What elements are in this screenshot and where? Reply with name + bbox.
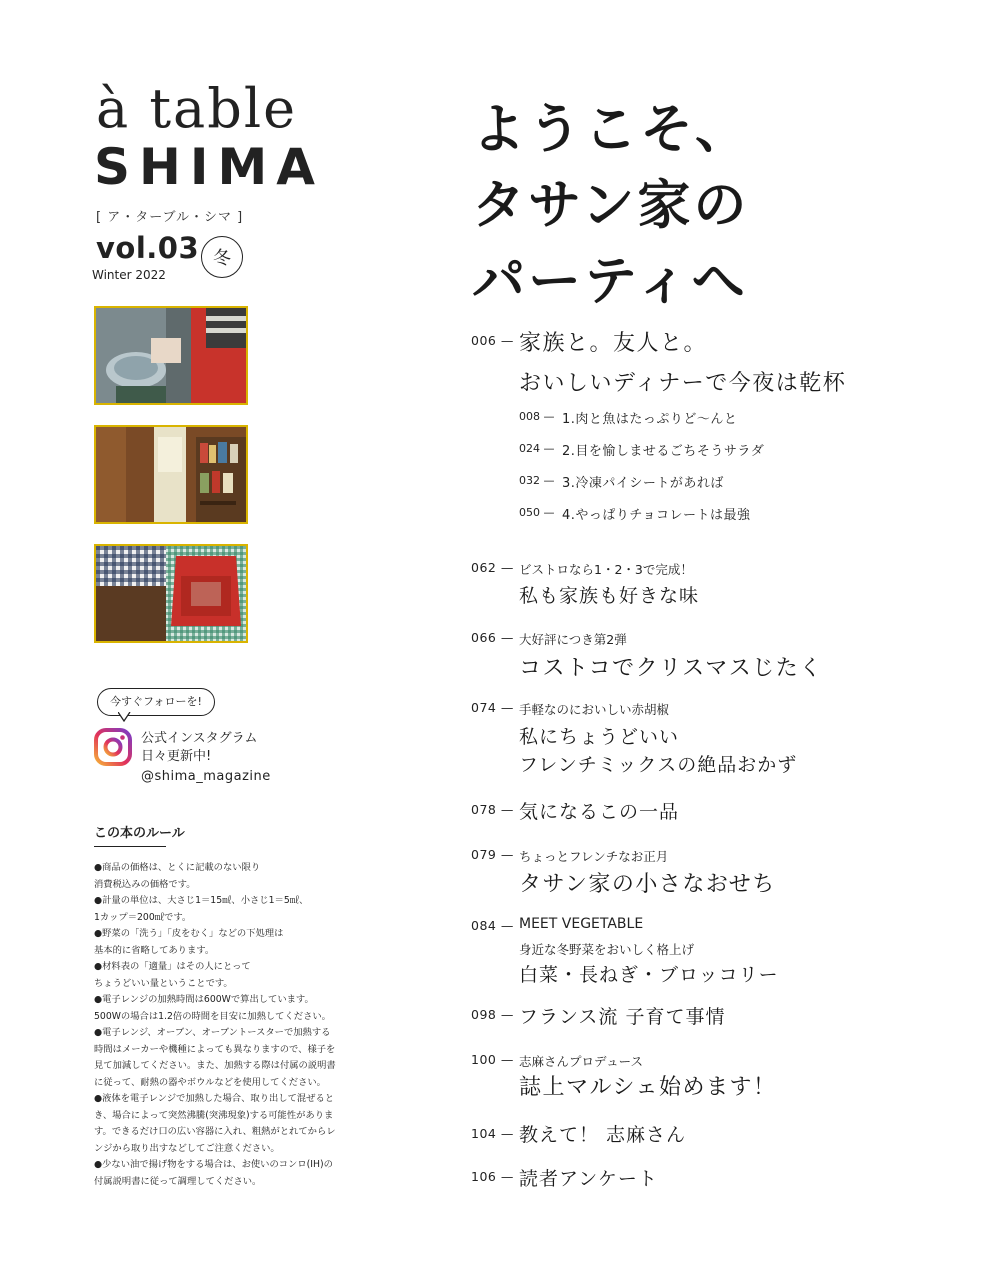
toc-sub-item[interactable]: 4.やっぱりチョコレートは最強 bbox=[562, 508, 751, 523]
rules-line: 500Wの場合は1.2倍の時間を目安に加熱してください。 bbox=[94, 1010, 331, 1022]
season-badge-text: 冬 bbox=[213, 248, 231, 269]
toc-title[interactable]: コストコでクリスマスじたく bbox=[519, 656, 823, 681]
rules-line: 付属説明書に従って調理してください。 bbox=[94, 1175, 262, 1187]
toc-title[interactable]: 白菜・長ねぎ・ブロッコリー bbox=[519, 964, 779, 986]
toc-title[interactable]: 読者アンケート bbox=[519, 1168, 658, 1190]
rules-line: ●少ない油で揚げ物をする場合は、お使いのコンロ(IH)の bbox=[94, 1159, 333, 1170]
toc-sub-item[interactable]: 1.肉と魚はたっぷりど〜んと bbox=[562, 412, 738, 427]
rules-line: 基本的に省略してあります。 bbox=[94, 944, 215, 956]
instagram-line2: 日々更新中! bbox=[141, 749, 212, 764]
rules-line: す。できるだけ口の広い容器に入れ、粗熱がとれてからレ bbox=[94, 1126, 336, 1137]
toc-title[interactable]: 気になるこの一品 bbox=[519, 801, 680, 823]
volume-number: vol.03 bbox=[96, 231, 200, 265]
toc-title[interactable]: おいしいディナーで今夜は乾杯 bbox=[519, 371, 847, 396]
season-label: Winter 2022 bbox=[92, 268, 166, 282]
rules-line: ●材料表の「適量」はその人にとって bbox=[94, 961, 251, 972]
rules-line: ●商品の価格は、とくに記載のない限り bbox=[94, 862, 261, 873]
rules-line: ●電子レンジ、オーブン、オーブントースターで加熱する bbox=[94, 1027, 331, 1038]
rules-line: ●計量の単位は、大さじ1＝15㎖、小さじ1＝5㎖、 bbox=[94, 895, 309, 906]
rules-line: ●野菜の「洗う」「皮をむく」などの下処理は bbox=[94, 928, 284, 939]
toc-page-number: 066 — bbox=[471, 630, 514, 645]
toc-page-number: 006 — bbox=[471, 333, 514, 348]
toc-title[interactable]: フランス流 子育て事情 bbox=[519, 1006, 726, 1028]
instagram-line1: 公式インスタグラム bbox=[141, 731, 258, 746]
rules-line: 1カップ＝200㎖です。 bbox=[94, 911, 192, 923]
toc-subtitle: ビストロなら1・2・3で完成！ bbox=[519, 562, 693, 577]
rules-line: に従って、耐熱の器やボウルなどを使用してください。 bbox=[94, 1076, 326, 1088]
toc-sub-page-number: 008 — bbox=[519, 410, 555, 423]
toc-page-number: 079 — bbox=[471, 847, 514, 862]
kitchen-washing-photo bbox=[94, 306, 248, 405]
brand-title-line2: SHIMA bbox=[94, 138, 324, 196]
toc-page-number: 062 — bbox=[471, 560, 514, 575]
toc-title[interactable]: フレンチミックスの絶品おかず bbox=[519, 754, 798, 776]
toc-title[interactable]: 私にちょうどいい bbox=[519, 726, 680, 748]
headline-line: タサン家の bbox=[472, 175, 750, 236]
rules-line: ちょうどいい量ということです。 bbox=[94, 977, 233, 989]
rules-line: ●電子レンジの加熱時間は600Wで算出しています。 bbox=[94, 994, 314, 1005]
headline-line: ようこそ、 bbox=[472, 99, 751, 160]
toc-page-number: 104 — bbox=[471, 1126, 514, 1141]
rules-line: ●液体を電子レンジで加熱した場合、取り出して混ぜると bbox=[94, 1093, 335, 1104]
toc-page-number: 100 — bbox=[471, 1052, 514, 1067]
toc-subtitle: MEET VEGETABLE bbox=[519, 916, 644, 932]
toc-page-number: 098 — bbox=[471, 1007, 514, 1022]
brand-kana: [ ア・ターブル・シマ ] bbox=[96, 210, 244, 225]
headline-line: パーティへ bbox=[472, 251, 748, 312]
toc-sub-item[interactable]: 2.目を愉しませるごちそうサラダ bbox=[562, 444, 765, 459]
toc-subtitle: 身近な冬野菜をおいしく格上げ bbox=[519, 942, 695, 957]
toc-title[interactable]: 家族と。友人と。 bbox=[519, 331, 708, 356]
toc-subtitle: 大好評につき第2弾 bbox=[519, 632, 627, 647]
rules-line: き、場合によって突然沸騰(突沸現象)する可能性がありま bbox=[94, 1109, 334, 1121]
instagram-icon[interactable] bbox=[94, 728, 132, 766]
toc-subtitle: 手軽なのにおいしい赤胡椒 bbox=[519, 702, 670, 717]
toc-page-number: 074 — bbox=[471, 700, 514, 715]
apron-gingham-photo bbox=[94, 544, 248, 643]
page-headline bbox=[472, 92, 751, 320]
bubble-tail bbox=[118, 712, 132, 722]
toc-page-number: 078 — bbox=[471, 802, 514, 817]
toc-title[interactable]: 教えて！ 志麻さん bbox=[519, 1124, 687, 1146]
rules-line: 時間はメーカーや機種によっても異なりますので、様子を bbox=[94, 1043, 336, 1055]
season-badge bbox=[201, 236, 243, 278]
rules-line: ンジから取り出すなどしてご注意ください。 bbox=[94, 1142, 280, 1154]
rules-list bbox=[94, 860, 364, 1190]
bookshelf-room-photo bbox=[94, 425, 248, 524]
toc-sub-item[interactable]: 3.冷凍パイシートがあれば bbox=[562, 476, 724, 491]
toc-page-number: 106 — bbox=[471, 1169, 514, 1184]
rules-line: 見て加減してください。また、加熱する際は付属の説明書 bbox=[94, 1060, 336, 1071]
rules-title: この本のルール bbox=[94, 822, 166, 847]
toc-title[interactable]: 私も家族も好きな味 bbox=[519, 585, 700, 607]
toc-title[interactable]: タサン家の小さなおせち bbox=[519, 872, 776, 897]
toc-subtitle: ちょっとフレンチなお正月 bbox=[519, 849, 669, 864]
toc-page-number: 084 — bbox=[471, 918, 514, 933]
instagram-handle[interactable]: @shima_magazine bbox=[141, 769, 271, 784]
toc-title[interactable]: 誌上マルシェ始めます！ bbox=[519, 1075, 777, 1100]
toc-sub-page-number: 032 — bbox=[519, 474, 555, 487]
toc-sub-page-number: 050 — bbox=[519, 506, 555, 519]
toc-sub-page-number: 024 — bbox=[519, 442, 555, 455]
follow-bubble: 今すぐフォローを! bbox=[97, 688, 215, 716]
toc-subtitle: 志麻さんプロデュース bbox=[519, 1054, 644, 1069]
brand-title-line1: à table bbox=[96, 77, 298, 140]
rules-line: 消費税込みの価格です。 bbox=[94, 878, 196, 890]
